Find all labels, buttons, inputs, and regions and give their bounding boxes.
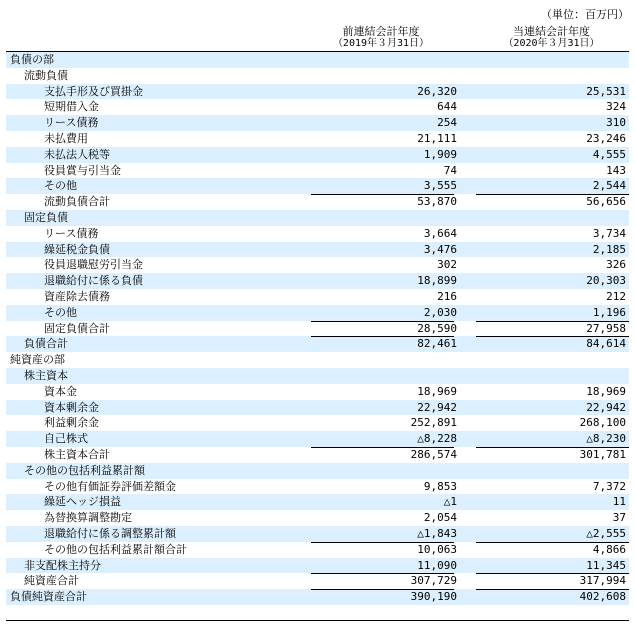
curr-value: 7,372: [592, 479, 626, 493]
table-row: [6, 384, 629, 400]
curr-value: 301,781: [579, 447, 626, 461]
total-rule: [476, 336, 629, 337]
curr-value: 2,185: [592, 242, 626, 256]
curr-value: 25,531: [586, 84, 626, 98]
prev-value: △8,228: [417, 432, 457, 446]
row-label: 資本剰余金: [44, 400, 99, 414]
table-row: [6, 178, 629, 194]
prev-value: 644: [437, 100, 457, 114]
prev-value: 82,461: [417, 337, 457, 351]
row-label: 固定負債合計: [44, 321, 110, 335]
prev-value: 216: [437, 289, 457, 303]
row-label: 資本金: [44, 384, 77, 398]
total-rule: [311, 336, 454, 337]
curr-value: 268,100: [579, 416, 626, 430]
prev-value: 18,899: [417, 274, 457, 288]
table-row: [6, 194, 629, 210]
table-row: [6, 542, 629, 558]
curr-value: 326: [606, 258, 626, 272]
prev-value: 10,063: [417, 542, 457, 556]
table-row: [6, 305, 629, 321]
row-label: その他: [44, 305, 77, 319]
prev-value: 1,909: [423, 147, 457, 161]
total-rule: [311, 447, 454, 448]
row-label: 未払法人税等: [44, 147, 110, 161]
row-label: 退職給付に係る負債: [44, 274, 143, 288]
table-row: [6, 415, 629, 431]
row-label: 資産除去債務: [44, 289, 110, 303]
curr-value: 22,942: [586, 400, 626, 414]
prev-value: 2,054: [423, 511, 457, 525]
total-rule: [311, 589, 454, 590]
table-row: [6, 336, 629, 352]
curr-period-title: 当連結会計年度: [513, 25, 590, 38]
prev-period-title: 前連結会計年度: [342, 25, 420, 38]
table-row: [6, 589, 629, 605]
curr-value: 324: [606, 100, 626, 114]
table-row: [6, 257, 629, 273]
table-row: [6, 400, 629, 416]
prev-value: 28,590: [417, 321, 457, 335]
prev-value: 3,476: [423, 242, 457, 256]
total-rule: [476, 321, 629, 322]
prev-value: 18,969: [417, 384, 457, 398]
prev-value: △1: [443, 495, 457, 509]
table-row: [6, 463, 629, 479]
prev-value: 53,870: [417, 195, 457, 209]
prev-period-header: [312, 26, 450, 50]
prev-value: △1,843: [417, 526, 457, 540]
total-rule: [476, 542, 629, 543]
total-rule: [476, 573, 629, 574]
curr-value: 2,544: [592, 179, 626, 193]
row-label: 未払費用: [44, 131, 88, 145]
row-label: 利益剰余金: [44, 416, 99, 430]
row-label: 役員賞与引当金: [44, 163, 121, 177]
curr-value: 23,246: [586, 131, 626, 145]
total-rule: [311, 573, 454, 574]
table-row: [6, 115, 629, 131]
curr-value: △2,555: [586, 526, 626, 540]
total-rule: [311, 321, 454, 322]
row-label: その他有価証券評価差額金: [44, 479, 176, 493]
row-label: その他の包括利益累計額: [24, 463, 145, 477]
row-label: 負債純資産合計: [10, 590, 87, 604]
prev-value: 254: [437, 116, 457, 130]
unit-note: （単位：百万円）: [541, 8, 629, 21]
row-label: 為替換算調整勘定: [44, 511, 132, 525]
table-row: [6, 242, 629, 258]
curr-value: 56,656: [586, 195, 626, 209]
curr-value: 20,303: [586, 274, 626, 288]
row-label: その他の包括利益累計額合計: [44, 542, 187, 556]
total-rule: [311, 542, 454, 543]
row-label: 純資産の部: [10, 353, 65, 367]
table-row: [6, 273, 629, 289]
prev-period-date: （2019年３月31日）: [332, 38, 430, 49]
table-row: [6, 163, 629, 179]
prev-value: 26,320: [417, 84, 457, 98]
total-rule: [476, 447, 629, 448]
curr-value: 1,196: [592, 305, 626, 319]
table-row: [6, 147, 629, 163]
row-label: 流動負債合計: [44, 195, 110, 209]
table-row: [6, 479, 629, 495]
row-label: 流動負債: [24, 68, 68, 82]
table-row: [6, 99, 629, 115]
table-row: [6, 526, 629, 542]
table-row: [6, 352, 629, 368]
table-row: [6, 558, 629, 574]
row-label: リース債務: [44, 116, 99, 130]
total-rule: [311, 194, 454, 195]
prev-value: 3,555: [423, 179, 457, 193]
prev-value: 307,729: [410, 574, 457, 588]
table-row: [6, 131, 629, 147]
row-label: 固定負債: [24, 210, 68, 224]
table-row: [6, 289, 629, 305]
table-row: [6, 431, 629, 447]
curr-value: 3,734: [592, 226, 626, 240]
curr-value: 402,608: [579, 590, 626, 604]
curr-period-date: （2020年３月31日）: [503, 38, 600, 49]
total-rule: [476, 194, 629, 195]
prev-value: 286,574: [410, 447, 457, 461]
curr-value: 37: [612, 511, 626, 525]
row-label: 非支配株主持分: [24, 558, 101, 572]
prev-value: 11,090: [417, 558, 457, 572]
curr-period-header: [474, 26, 629, 50]
table-row: [6, 447, 629, 463]
table-row: [6, 510, 629, 526]
curr-value: 143: [606, 163, 626, 177]
table-row: [6, 573, 629, 589]
row-label: 退職給付に係る調整累計額: [44, 526, 176, 540]
row-label: 役員退職慰労引当金: [44, 258, 143, 272]
table-row: [6, 68, 629, 84]
curr-value: 27,958: [586, 321, 626, 335]
table-row: [6, 494, 629, 510]
prev-value: 302: [437, 258, 457, 272]
curr-value: 11,345: [586, 558, 626, 572]
table-row: [6, 210, 629, 226]
curr-value: 18,969: [586, 384, 626, 398]
row-label: 負債の部: [10, 53, 54, 66]
table-row: [6, 226, 629, 242]
curr-value: 11: [612, 495, 626, 509]
curr-value: 317,994: [579, 574, 626, 588]
curr-value: 84,614: [586, 337, 626, 351]
curr-value: 4,866: [592, 542, 626, 556]
row-label: 負債合計: [24, 337, 68, 351]
curr-value: 310: [606, 116, 626, 130]
total-rule: [476, 589, 629, 590]
prev-value: 9,853: [423, 479, 457, 493]
row-label: 繰延税金負債: [44, 242, 110, 256]
prev-value: 3,664: [423, 226, 457, 240]
prev-value: 21,111: [417, 131, 457, 145]
curr-value: △8,230: [586, 432, 626, 446]
row-label: 繰延ヘッジ損益: [44, 495, 121, 509]
balance-sheet-table: [6, 52, 629, 605]
row-label: 純資産合計: [24, 574, 79, 588]
row-label: リース債務: [44, 226, 99, 240]
row-label: 株主資本: [24, 368, 68, 382]
table-row: [6, 84, 629, 100]
row-label: 支払手形及び買掛金: [44, 84, 143, 98]
prev-value: 22,942: [417, 400, 457, 414]
prev-value: 2,030: [423, 305, 457, 319]
row-label: 自己株式: [44, 432, 88, 446]
row-label: 株主資本合計: [44, 447, 110, 461]
curr-value: 212: [606, 289, 626, 303]
table-row: [6, 321, 629, 337]
curr-value: 4,555: [592, 147, 626, 161]
table-row: [6, 52, 629, 68]
table-bottom-rule: [6, 620, 629, 621]
prev-value: 252,891: [410, 416, 457, 430]
table-row: [6, 368, 629, 384]
row-label: その他: [44, 179, 77, 193]
row-label: 短期借入金: [44, 100, 99, 114]
prev-value: 74: [443, 163, 457, 177]
prev-value: 390,190: [410, 590, 457, 604]
